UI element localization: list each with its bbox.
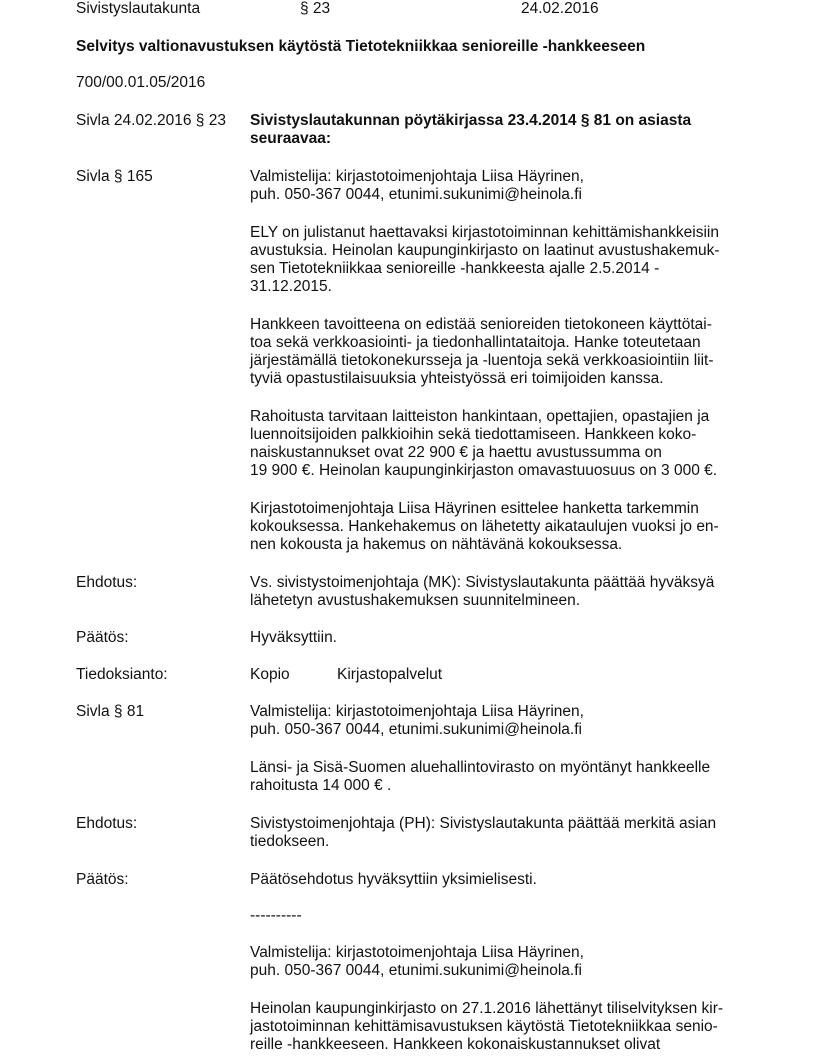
text-line: Vs. sivistystoimenjohtaja (MK): Sivistyslautakunta päättää hyväksyä [250,574,715,591]
paragraph-account-report [250,1000,750,1054]
text-line: lähetetyn avustushakemuksen suunnitelmineen. [250,592,581,609]
text-line: Heinolan kaupunginkirjasto on 27.1.2016 lähettänyt tiliselvityksen kir- [250,1000,724,1017]
text-line: Kirjastotoimenjohtaja Liisa Häyrinen esittelee hanketta tarkemmin [250,500,699,517]
entry-label-sivla-23: Sivla 24.02.2016 § 23 [76,112,226,129]
header-date: 24.02.2016 [521,0,599,17]
text-line: kokouksessa. Hankehakemus on lähetetty aikataulujen vuoksi jo en- [250,518,719,535]
header-organ: Sivistyslautakunta [76,0,201,17]
proposal-text [250,574,750,610]
preparer-info [250,703,750,739]
preparer-info [250,944,750,980]
text-line: 31.12.2015. [250,278,332,295]
paragraph-grant [250,759,750,795]
entry-label-sivla-81: Sivla § 81 [76,703,145,720]
text-line: 19 900 €. Heinolan kaupunginkirjaston omavastuuosuus on 3 000 €. [250,462,718,479]
preparer-info [250,168,750,204]
text-line: Länsi- ja Sisä-Suomen aluehallintovirasto on myöntänyt hankkeelle [250,759,711,776]
record-number: 700/00.01.05/2016 [76,74,206,91]
paragraph-funding [250,408,750,480]
decision-text: Päätösehdotus hyväksyttiin yksimielisesti. [250,871,537,888]
preparer-line: Valmistelija: kirjastotoimenjohtaja Liisa Häyrinen, [250,703,584,720]
text-line: nen kokousta ja hakemus on nähtävänä kokouksessa. [250,536,623,553]
text-line: toa sekä verkkoasiointi- ja tiedonhallintataitoja. Hanke toteutetaan [250,334,701,351]
document-title: Selvitys valtionavustuksen käytöstä Tietotekniikkaa senioreille -hankkeeseen [76,38,646,55]
preparer-line: Valmistelija: kirjastotoimenjohtaja Liisa Häyrinen, [250,944,584,961]
text-line: tiedokseen. [250,833,330,850]
text-line: ELY on julistanut haettavaksi kirjastotoiminnan kehittämishankkeisiin [250,224,719,241]
entry-heading [250,112,750,148]
preparer-contact: puh. 050-367 0044, etunimi.sukunimi@heinola.fi [250,721,582,738]
notification-kind: Kopio [250,666,290,683]
text-line: luennoitsijoiden palkkioihin sekä tiedottamiseen. Hankkeen koko- [250,426,697,443]
text-line: sen Tietotekniikkaa senioreille -hankkeesta ajalle 2.5.2014 - [250,260,660,277]
separator: ---------- [250,907,302,924]
text-line: Hankkeen tavoitteena on edistää senioreiden tietokoneen käyttötai- [250,316,712,333]
text-line: Sivistystoimenjohtaja (PH): Sivistyslautakunta päättää merkitä asian [250,815,717,832]
preparer-contact: puh. 050-367 0044, etunimi.sukunimi@heinola.fi [250,186,582,203]
text-line: järjestämällä tietokonekursseja ja -luentoja sekä verkkoasiointiin liit- [250,352,714,369]
heading-line: Sivistyslautakunnan pöytäkirjassa 23.4.2014 § 81 on asiasta [250,112,692,129]
heading-line: seuraavaa: [250,130,332,147]
proposal-text [250,815,750,851]
text-line: rahoitusta 14 000 € . [250,777,392,794]
paragraph-goals [250,316,750,388]
notification-recipient: Kirjastopalvelut [337,666,443,683]
text-line: avustuksia. Heinolan kaupunginkirjasto on laatinut avustushakemuk- [250,242,720,259]
text-line: reille -hankkeeseen. Hankkeen kokonaiskustannukset olivat [250,1036,661,1053]
paragraph-presentation [250,500,750,554]
entry-label-decision: Päätös: [76,871,129,888]
entry-label-proposal: Ehdotus: [76,815,138,832]
header-section: § 23 [300,0,331,17]
entry-label-proposal: Ehdotus: [76,574,138,591]
preparer-line: Valmistelija: kirjastotoimenjohtaja Liisa Häyrinen, [250,168,584,185]
preparer-contact: puh. 050-367 0044, etunimi.sukunimi@heinola.fi [250,962,582,979]
text-line: naiskustannukset ovat 22 900 € ja haettu avustussumma on [250,444,662,461]
entry-label-notification: Tiedoksianto: [76,666,168,683]
text-line: jastotoiminnan kehittämisavustuksen käytöstä Tietotekniikkaa senio- [250,1018,718,1035]
text-line: Rahoitusta tarvitaan laitteiston hankintaan, opettajien, opastajien ja [250,408,710,425]
decision-text: Hyväksyttiin. [250,629,337,646]
text-line: tyviä opastustilaisuuksia yhteistyössä eri toimijoiden kanssa. [250,370,664,387]
entry-label-decision: Päätös: [76,629,129,646]
paragraph-ely [250,224,750,296]
entry-label-sivla-165: Sivla § 165 [76,168,153,185]
